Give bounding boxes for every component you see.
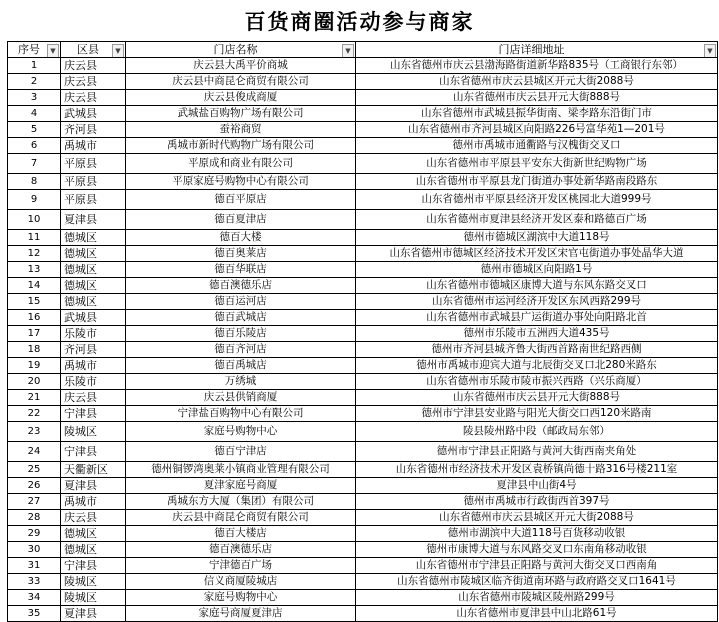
table-row (8, 294, 718, 310)
filter-dropdown-icon[interactable]: ▼ (112, 44, 124, 58)
cell-seq: 23 (8, 422, 61, 442)
header-seq[interactable] (8, 42, 61, 58)
cell-district: 庆云县 (61, 510, 126, 526)
cell-store: 德百大楼店 (126, 526, 356, 542)
cell-store: 信义商厦陵城店 (126, 574, 356, 590)
table-row (8, 342, 718, 358)
table-row (8, 190, 718, 210)
cell-seq: 5 (8, 122, 61, 138)
page-title: 百货商圈活动参与商家 (244, 8, 475, 34)
cell-district: 夏津县 (61, 606, 126, 622)
cell-seq: 27 (8, 494, 61, 510)
cell-district: 宁津县 (61, 406, 126, 422)
cell-seq: 7 (8, 154, 61, 174)
cell-store: 德百奥莱店 (126, 246, 356, 262)
cell-store: 德州铜锣湾奥莱小镇商业管理有限公司 (126, 462, 356, 478)
cell-district: 禹城市 (61, 138, 126, 154)
cell-address: 山东省德州市德城区经济技术开发区宋官屯街道办事处晶华大道 (356, 246, 718, 262)
cell-seq: 17 (8, 326, 61, 342)
cell-district: 乐陵市 (61, 326, 126, 342)
cell-store: 庆云县中商昆仑商贸有限公司 (126, 510, 356, 526)
cell-address: 山东省德州市夏津县中山北路61号 (356, 606, 718, 622)
filter-dropdown-icon[interactable]: ▼ (704, 44, 716, 58)
cell-store: 庆云县俊成商厦 (126, 90, 356, 106)
cell-address: 德州市德城区向阳路1号 (356, 262, 718, 278)
cell-seq: 8 (8, 174, 61, 190)
cell-address: 山东省德州市庆云县渤海路街道新华路835号（工商银行东邻） (356, 58, 718, 74)
table-row (8, 542, 718, 558)
cell-seq: 29 (8, 526, 61, 542)
cell-store: 德百禹城店 (126, 358, 356, 374)
cell-district: 夏津县 (61, 210, 126, 230)
cell-store: 德百夏津店 (126, 210, 356, 230)
cell-address: 德州市湖滨中大道118号百货移动收银 (356, 526, 718, 542)
table-row (8, 526, 718, 542)
cell-store: 德百运河店 (126, 294, 356, 310)
cell-store: 禹城东方大厦（集团）有限公司 (126, 494, 356, 510)
cell-seq: 11 (8, 230, 61, 246)
cell-address: 德州市禹城市行政街西首397号 (356, 494, 718, 510)
table-row (8, 174, 718, 190)
table-row (8, 154, 718, 174)
cell-district: 宁津县 (61, 442, 126, 462)
table-row (8, 442, 718, 462)
table-row (8, 478, 718, 494)
cell-district: 陵城区 (61, 574, 126, 590)
table-row (8, 558, 718, 574)
filter-dropdown-icon[interactable]: ▼ (47, 44, 59, 58)
cell-district: 庆云县 (61, 390, 126, 406)
cell-district: 禹城市 (61, 494, 126, 510)
cell-district: 庆云县 (61, 90, 126, 106)
cell-district: 陵城区 (61, 590, 126, 606)
cell-address: 德州市德城区湖滨中大道118号 (356, 230, 718, 246)
cell-seq: 1 (8, 58, 61, 74)
cell-address: 山东省德州市平原县经济开发区桃园北大道999号 (356, 190, 718, 210)
table-row (8, 390, 718, 406)
cell-district: 德城区 (61, 246, 126, 262)
table-row (8, 138, 718, 154)
cell-store: 德百华联店 (126, 262, 356, 278)
cell-district: 齐河县 (61, 122, 126, 138)
cell-address: 山东省德州市夏津县经济开发区泰和路德百广场 (356, 210, 718, 230)
cell-address: 山东省德州市庆云县开元大街888号 (356, 390, 718, 406)
cell-store: 宁津盐百购物中心有限公司 (126, 406, 356, 422)
cell-seq: 3 (8, 90, 61, 106)
cell-store: 家庭号购物中心 (126, 422, 356, 442)
table-row (8, 310, 718, 326)
cell-store: 夏津家庭号商厦 (126, 478, 356, 494)
cell-seq: 35 (8, 606, 61, 622)
cell-store: 德百澳德乐店 (126, 542, 356, 558)
cell-store: 德百乐陵店 (126, 326, 356, 342)
table-row (8, 246, 718, 262)
table-row (8, 606, 718, 622)
cell-address: 山东省德州市乐陵市陵市振兴西路（兴乐商厦） (356, 374, 718, 390)
cell-district: 乐陵市 (61, 374, 126, 390)
cell-address: 山东省德州市宁津县正阳路与黄河大街交叉口西南角 (356, 558, 718, 574)
table-row (8, 262, 718, 278)
cell-seq: 31 (8, 558, 61, 574)
cell-store: 平原成和商业有限公司 (126, 154, 356, 174)
cell-store: 武城盐百购物广场有限公司 (126, 106, 356, 122)
cell-district: 德城区 (61, 294, 126, 310)
cell-address: 山东省德州市经济技术开发区袁桥镇尚德十路316号楼211室 (356, 462, 718, 478)
cell-district: 德城区 (61, 542, 126, 558)
table-row (8, 374, 718, 390)
cell-district: 武城县 (61, 310, 126, 326)
header-store[interactable] (126, 42, 356, 58)
cell-district: 天衢新区 (61, 462, 126, 478)
cell-address: 山东省德州市武城县广运街道办事处向阳路北首 (356, 310, 718, 326)
filter-dropdown-icon[interactable]: ▼ (342, 44, 354, 58)
table-row (8, 422, 718, 442)
cell-seq: 25 (8, 462, 61, 478)
cell-address: 德州市禹城市迎宾大道与北辰街交叉口北280米路东 (356, 358, 718, 374)
cell-address: 山东省德州市庆云县开元大街888号 (356, 90, 718, 106)
cell-district: 齐河县 (61, 342, 126, 358)
table-row (8, 590, 718, 606)
cell-address: 山东省德州市平原县龙门街道办事处新华路南段路东 (356, 174, 718, 190)
table-row (8, 230, 718, 246)
cell-seq: 21 (8, 390, 61, 406)
cell-district: 庆云县 (61, 74, 126, 90)
header-row (8, 42, 718, 58)
cell-seq: 18 (8, 342, 61, 358)
cell-store: 平原家庭号购物中心有限公司 (126, 174, 356, 190)
merchant-table (7, 41, 718, 622)
cell-district: 宁津县 (61, 558, 126, 574)
table-row (8, 406, 718, 422)
cell-district: 夏津县 (61, 478, 126, 494)
cell-district: 德城区 (61, 526, 126, 542)
cell-address: 山东省德州市陵城区临齐街道南环路与政府路交叉口1641号 (356, 574, 718, 590)
cell-district: 庆云县 (61, 58, 126, 74)
cell-seq: 16 (8, 310, 61, 326)
cell-seq: 19 (8, 358, 61, 374)
table-row (8, 494, 718, 510)
cell-store: 庆云县中商昆仑商贸有限公司 (126, 74, 356, 90)
header-address-label: 门店详细地址 (498, 43, 565, 56)
cell-address: 德州市乐陵市五洲西大道435号 (356, 326, 718, 342)
cell-seq: 26 (8, 478, 61, 494)
cell-seq: 6 (8, 138, 61, 154)
cell-address: 山东省德州市齐河县城区向阳路226号富华苑1—201号 (356, 122, 718, 138)
cell-store: 德百齐河店 (126, 342, 356, 358)
header-district[interactable] (61, 42, 126, 58)
cell-address: 山东省德州市庆云县城区开元大街2088号 (356, 74, 718, 90)
cell-district: 禹城市 (61, 358, 126, 374)
cell-address: 德州市禹城市通衢路与汉槐街交叉口 (356, 138, 718, 154)
cell-district: 德城区 (61, 230, 126, 246)
cell-address: 山东省德州市平原县平安东大街新世纪购物广场 (356, 154, 718, 174)
cell-seq: 10 (8, 210, 61, 230)
cell-seq: 28 (8, 510, 61, 526)
cell-address: 德州市康博大道与东风路交叉口东南角移动收银 (356, 542, 718, 558)
cell-seq: 4 (8, 106, 61, 122)
cell-seq: 13 (8, 262, 61, 278)
cell-seq: 20 (8, 374, 61, 390)
table-row (8, 358, 718, 374)
table-row (8, 58, 718, 74)
cell-store: 德百平原店 (126, 190, 356, 210)
cell-seq: 15 (8, 294, 61, 310)
cell-address: 夏津县中山街4号 (356, 478, 718, 494)
header-seq-label: 序号 (18, 43, 40, 56)
cell-seq: 24 (8, 442, 61, 462)
cell-store: 家庭号购物中心 (126, 590, 356, 606)
cell-store: 庆云县大禹平价商城 (126, 58, 356, 74)
table-row (8, 278, 718, 294)
cell-address: 山东省德州市庆云县城区开元大街2088号 (356, 510, 718, 526)
cell-address: 德州市宁津县安业路与阳光大街交口西120米路南 (356, 406, 718, 422)
cell-store: 禹城市新时代购物广场有限公司 (126, 138, 356, 154)
cell-store: 德百宁津店 (126, 442, 356, 462)
cell-district: 平原县 (61, 154, 126, 174)
header-address[interactable] (356, 42, 718, 58)
cell-district: 德城区 (61, 262, 126, 278)
cell-address: 陵县陵州路中段（邮政局东邻） (356, 422, 718, 442)
cell-store: 德百大楼 (126, 230, 356, 246)
table-row (8, 90, 718, 106)
cell-district: 平原县 (61, 190, 126, 210)
cell-store: 蚕裕商贸 (126, 122, 356, 138)
header-district-label: 区县 (77, 43, 99, 56)
cell-seq: 2 (8, 74, 61, 90)
cell-address: 德州市宁津县正阳路与黄河大街西南夹角处 (356, 442, 718, 462)
table-row (8, 106, 718, 122)
table-row (8, 462, 718, 478)
table-row (8, 74, 718, 90)
header-store-label: 门店名称 (213, 43, 258, 56)
cell-address: 山东省德州市陵城区陵州路299号 (356, 590, 718, 606)
cell-seq: 30 (8, 542, 61, 558)
cell-store: 德百武城店 (126, 310, 356, 326)
cell-seq: 22 (8, 406, 61, 422)
cell-address: 德州市齐河县城齐鲁大街西首路南世纪路西侧 (356, 342, 718, 358)
cell-district: 平原县 (61, 174, 126, 190)
table-row (8, 122, 718, 138)
cell-address: 山东省德州市武城县振华街南、梁李路东沿街门市 (356, 106, 718, 122)
cell-store: 德百澳德乐店 (126, 278, 356, 294)
table-row (8, 510, 718, 526)
cell-seq: 14 (8, 278, 61, 294)
cell-address: 山东省德州市运河经济开发区东风西路299号 (356, 294, 718, 310)
cell-store: 万绣城 (126, 374, 356, 390)
cell-store: 宁津德百广场 (126, 558, 356, 574)
table-row (8, 326, 718, 342)
cell-seq: 12 (8, 246, 61, 262)
table-row (8, 210, 718, 230)
cell-seq: 34 (8, 590, 61, 606)
table-row (8, 574, 718, 590)
cell-store: 庆云县供销商厦 (126, 390, 356, 406)
cell-district: 德城区 (61, 278, 126, 294)
cell-district: 陵城区 (61, 422, 126, 442)
cell-store: 家庭号商厦夏津店 (126, 606, 356, 622)
table-body (8, 58, 718, 622)
cell-district: 武城县 (61, 106, 126, 122)
cell-seq: 9 (8, 190, 61, 210)
cell-seq: 33 (8, 574, 61, 590)
cell-address: 山东省德州市德城区康博大道与东风东路交叉口 (356, 278, 718, 294)
